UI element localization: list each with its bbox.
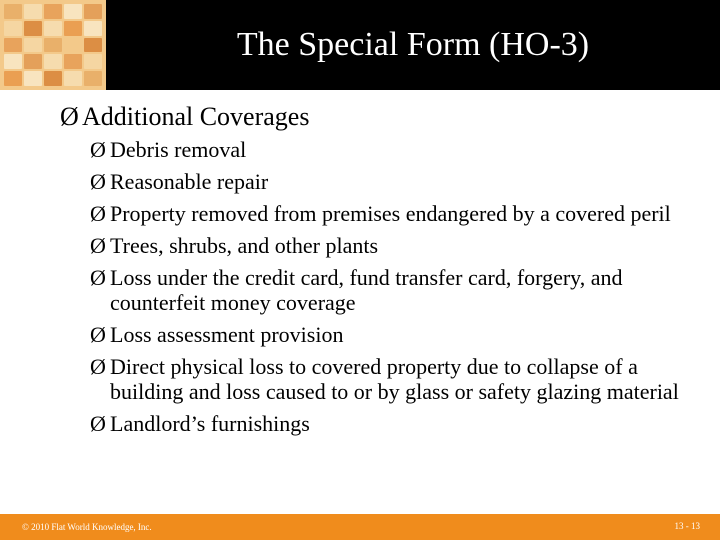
arrow-bullet-icon: Ø	[90, 233, 106, 258]
main-bullet-text: Additional Coverages	[82, 102, 310, 131]
arrow-bullet-icon: Ø	[90, 137, 106, 162]
list-item	[60, 322, 700, 347]
list-item-text: Direct physical loss to covered property due to collapse of a building and loss caused to or by glass or safety glazing material	[110, 354, 679, 404]
list-item-text: Loss assessment provision	[110, 322, 344, 347]
arrow-bullet-icon: Ø	[90, 169, 106, 194]
list-item-text: Trees, shrubs, and other plants	[110, 233, 379, 258]
copyright-text: © 2010 Flat World Knowledge, Inc.	[22, 522, 152, 532]
slide-header	[0, 0, 720, 90]
list-item	[60, 137, 700, 162]
list-item	[60, 354, 700, 404]
list-item	[60, 265, 700, 315]
slide-title: The Special Form (HO-3)	[236, 26, 590, 63]
arrow-bullet-icon: Ø	[90, 322, 106, 347]
publisher-logo-icon	[0, 0, 106, 90]
page-number: 13 - 13	[674, 521, 700, 531]
list-item-text: Loss under the credit card, fund transfer card, forgery, and counterfeit money coverage	[110, 265, 623, 315]
arrow-bullet-icon: Ø	[90, 354, 106, 379]
slide-footer	[0, 514, 720, 540]
arrow-bullet-icon: Ø	[90, 411, 106, 436]
list-item	[60, 169, 700, 194]
list-item-text: Debris removal	[110, 137, 247, 162]
list-item-text: Property removed from premises endangered by a covered peril	[110, 201, 671, 226]
main-bullet	[60, 100, 700, 134]
arrow-bullet-icon: Ø	[90, 201, 106, 226]
list-item	[60, 233, 700, 258]
list-item-text: Reasonable repair	[110, 169, 269, 194]
slide-body	[60, 100, 700, 443]
list-item	[60, 201, 700, 226]
arrow-bullet-icon: Ø	[60, 102, 79, 131]
arrow-bullet-icon: Ø	[90, 265, 106, 290]
coverage-list	[60, 137, 700, 436]
list-item	[60, 411, 700, 436]
list-item-text: Landlord’s furnishings	[110, 411, 310, 436]
